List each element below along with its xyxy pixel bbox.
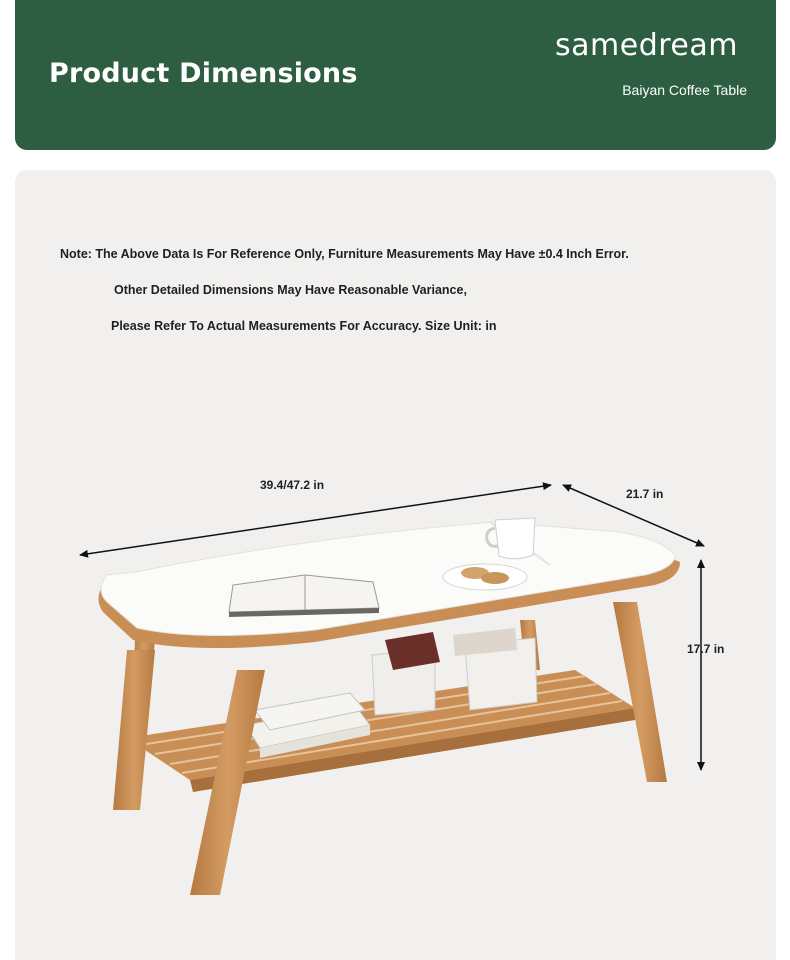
cookie-plate-icon <box>443 564 527 590</box>
page-title: Product Dimensions <box>49 58 358 89</box>
height-label: 17.7 in <box>687 642 725 656</box>
width-label: 39.4/47.2 in <box>260 478 325 492</box>
table-leg-front-left <box>113 650 155 810</box>
note-line-2: Other Detailed Dimensions May Have Reasonable Variance, <box>114 283 467 297</box>
dimensions-panel <box>15 170 776 960</box>
header-banner <box>15 0 776 150</box>
note-line-1: Note: The Above Data Is For Reference Only, Furniture Measurements May Have ±0.4 Inch Error. <box>60 247 629 261</box>
coffee-table-illustration <box>15 170 776 950</box>
brand-logo: samedream <box>555 28 738 63</box>
product-name: Baiyan Coffee Table <box>622 82 747 98</box>
table-leg-front-right <box>613 602 667 782</box>
depth-label: 21.7 in <box>626 487 664 501</box>
note-line-3: Please Refer To Actual Measurements For Accuracy. Size Unit: in <box>111 319 497 333</box>
